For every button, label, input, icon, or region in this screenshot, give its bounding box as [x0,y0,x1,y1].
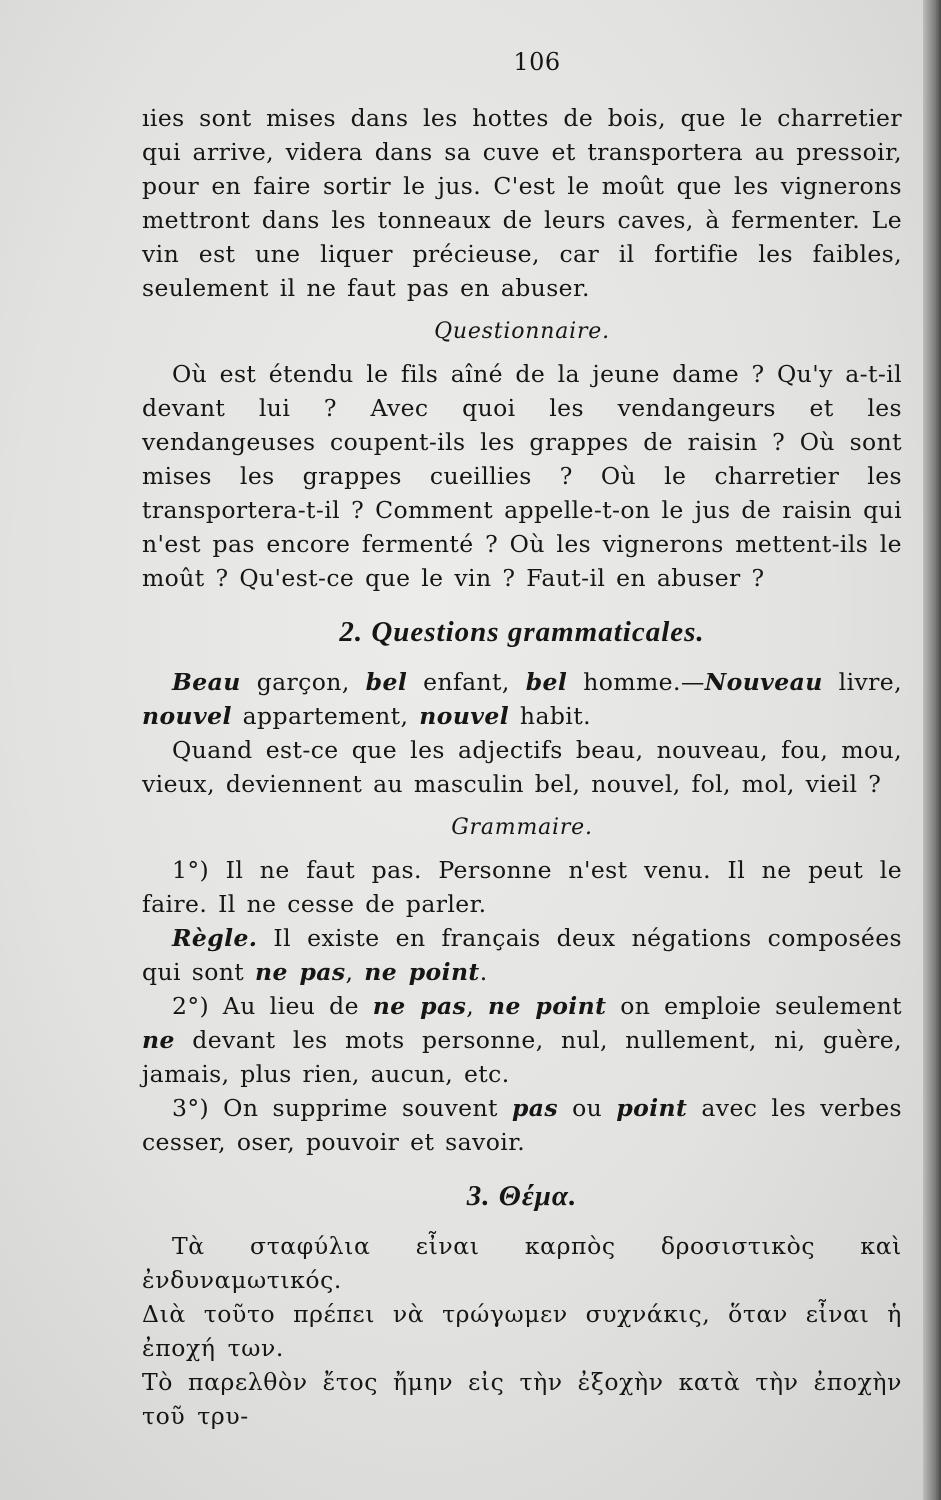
regle-label: Règle. [172,924,258,952]
grammar-examples [142,665,902,733]
item2-start: 2°) Au lieu de [172,992,373,1020]
example-word: bel [365,668,408,696]
thema-line: Τὰ σταφύλια εἶναι καρπὸς δροσιστικὸς καὶ ἐνδυναμωτικός. [142,1232,902,1294]
regle-ne-pas: ne pas [255,958,346,986]
intro-paragraph: ıies sont mises dans les hottes de bois, que le charretier qui arrive, videra dans sa cuve et transportera au pressoir, pour en faire sortir le jus. C'est le moût que les vignerons mettront dans les tonneaux de leurs caves, à fermenter. Le vin est une liquer précieuse, car il fortifie les faibles, seulement il ne faut pas en abuser. [142,104,902,302]
regle-text: Il existe en français deux négations composées qui sont [142,924,902,986]
grammaire-item-3 [142,1091,902,1159]
grammaire-item-1: 1°) Il ne faut pas. Personne n'est venu. Il ne peut le faire. Il ne cesse de parler. [142,856,902,918]
item3-pas: pas [511,1094,559,1122]
example-text: appartement, [231,702,420,730]
example-text: habit. [509,702,591,730]
grammaire-item-2 [142,989,902,1091]
questionnaire-text: Où est étendu le fils aîné de la jeune dame ? Qu'y a-t-il devant lui ? Avec quoi les vendangeurs et les vendangeuses coupent-ils les grappes de raisin ? Où sont mises les grappes cueillies ? Où le charretier les transportera-t-il ? Comment appelle-t-on le jus de raisin qui n'est pas encore fermenté ? Où les vignerons mettent-ils le moût ? Qu'est-ce que le vin ? Faut-il en abuser ? [142,360,902,592]
thema-text [142,1229,902,1433]
grammaire-heading: Grammaire. [451,815,593,840]
regle-ne-point: ne point [364,958,480,986]
example-word: nouvel [142,702,232,730]
example-text: livre, [822,668,902,696]
example-text: garçon, [240,668,366,696]
item3-point: point [616,1094,688,1122]
questionnaire-heading: Questionnaire. [434,319,610,344]
regle-sep: , [345,958,365,986]
item3-start: 3°) On supprime souvent [172,1094,512,1122]
grammar-questions-heading: 2. Questions grammaticales. [339,616,705,648]
page-number: 106 [513,48,561,76]
item2-ne-point: ne point [487,992,607,1020]
grammar-question: Quand est-ce que les adjectifs beau, nouveau, fou, mou, vieux, deviennent au masculin bel, nouvel, fol, mol, vieil ? [142,736,902,798]
thema-line: Τὸ παρελθὸν ἔτος ἤμην εἰς τὴν ἐξοχὴν κατὰ τὴν ἐποχὴν τοῦ τρυ- [142,1368,902,1430]
item2-end: devant les mots personne, nul, nullement, ni, guère, jamais, plus rien, aucun, etc. [142,1026,902,1088]
page-content [142,45,902,1433]
item2-mid: on emploie seulement [606,992,902,1020]
item2-sep: , [466,992,488,1020]
item3-end: avec les verbes cesser, oser, pouvoir et savoir. [142,1094,903,1156]
example-word: nouvel [419,702,510,730]
item2-ne-pas: ne pas [372,992,467,1020]
item3-mid: ou [558,1094,617,1122]
example-text: homme.— [567,668,705,696]
example-text: enfant, [407,668,526,696]
thema-heading: 3. Θέμα. [466,1180,578,1212]
thema-line: Διὰ τοῦτο πρέπει νὰ τρώγωμεν συχνάκις, ὅταν εἶναι ἡ ἐποχή των. [142,1300,902,1362]
example-word: Nouveau [704,668,823,696]
example-word: Beau [172,668,241,696]
example-word: bel [525,668,568,696]
regle-end: . [479,958,488,986]
item2-ne: ne [142,1026,175,1054]
grammaire-regle [142,921,902,989]
page-binding-shadow [923,0,941,1500]
